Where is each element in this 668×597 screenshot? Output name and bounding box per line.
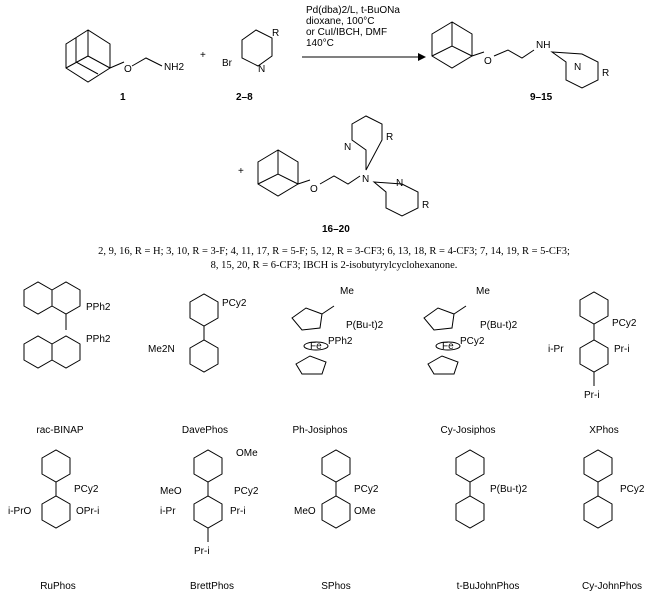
condition-line-2: dioxane, 100°C	[306, 16, 375, 27]
amine-nh2: NH2	[164, 62, 185, 73]
bromine: Br	[222, 58, 232, 69]
cy-josiphos-me: Me	[476, 286, 490, 297]
adamantane-byproduct	[258, 150, 298, 196]
sphos-structure	[322, 450, 350, 528]
davephos-pcy2: PCy2	[222, 298, 247, 309]
condition-line-4: 140°C	[306, 38, 334, 49]
pyridine-n-product: N	[574, 62, 582, 73]
substituent-r-upper: R	[386, 132, 394, 143]
brettphos-ipr-bottom: Pr-i	[194, 546, 210, 557]
caption-line-2: 8, 15, 20, R = 6-CF3; IBCH is 2-isobutyrylcyclohexanone.	[210, 260, 458, 271]
substituent-r-1: R	[272, 28, 280, 39]
ligand-name-t-bujohnphos: t-BuJohnPhos	[456, 581, 520, 592]
caption-line-1: 2, 9, 16, R = H; 3, 10, R = 3-F; 4, 11, 17, R = 5-F; 5, 12, R = 3-CF3; 6, 13, 18, R = 4-CF3; 7, 14, 19, R = 5-CF3;	[98, 246, 570, 257]
cy-josiphos-fe: Fe	[442, 341, 454, 352]
ruphos-ipro: i-PrO	[8, 506, 32, 517]
ether-o-byproduct: O	[310, 184, 318, 195]
bromopyridine	[242, 30, 272, 66]
amine-nh: NH	[536, 40, 551, 51]
linker-1	[110, 58, 162, 68]
plus-1: +	[200, 50, 206, 61]
xphos-structure	[580, 292, 608, 386]
plus-2: +	[238, 166, 244, 177]
ligand-name-rac-binap: rac-BINAP	[36, 425, 84, 436]
brettphos-ome: OMe	[236, 448, 258, 459]
sphos-meo: MeO	[294, 506, 316, 517]
ether-o-1: O	[124, 64, 132, 75]
ligand-name-xphos: XPhos	[589, 425, 619, 436]
cy-josiphos-pcy2: PCy2	[460, 336, 485, 347]
linker-byproduct	[298, 176, 360, 184]
linker-product	[472, 50, 534, 58]
ph-josiphos-fe: Fe	[310, 341, 322, 352]
brettphos-meo: MeO	[160, 486, 182, 497]
amine-n-byproduct: N	[362, 174, 370, 185]
ether-o-product: O	[484, 56, 492, 67]
xphos-ipr-right: Pr-i	[614, 344, 630, 355]
ph-josiphos-pbut2: P(Bu-t)2	[346, 320, 384, 331]
ph-josiphos-me: Me	[340, 286, 354, 297]
cy-johnphos-structure	[584, 450, 612, 528]
arrow-head	[418, 53, 426, 61]
brettphos-ipr-left: i-Pr	[160, 506, 176, 517]
ruphos-structure	[42, 450, 70, 528]
ligand-name-ph-josiphos: Ph-Josiphos	[292, 425, 348, 436]
binap-structure	[24, 282, 80, 368]
compound-label-2-8: 2–8	[236, 92, 253, 103]
adamantane-1	[66, 30, 110, 82]
pyridine-n-upper: N	[344, 142, 352, 153]
sphos-ome: OMe	[354, 506, 376, 517]
compound-label-1: 1	[120, 92, 126, 103]
pyridine-n-1: N	[258, 64, 266, 75]
ligand-name-davephos: DavePhos	[181, 425, 229, 436]
ligand-name-cy-josiphos: Cy-Josiphos	[440, 425, 496, 436]
pyridine-upper	[352, 116, 382, 170]
substituent-r-product: R	[602, 68, 610, 79]
ph-josiphos-pph2: PPh2	[328, 336, 353, 347]
ligand-name-ruphos: RuPhos	[40, 581, 76, 592]
adamantane-product	[432, 22, 472, 68]
ligand-name-sphos: SPhos	[321, 581, 351, 592]
compound-label-9-15: 9–15	[530, 92, 553, 103]
brettphos-pcy2: PCy2	[234, 486, 259, 497]
xphos-pcy2: PCy2	[612, 318, 637, 329]
condition-line-3: or CuI/IBCH, DMF	[306, 27, 388, 38]
davephos-me2n: Me2N	[148, 344, 175, 355]
brettphos-structure	[194, 450, 222, 542]
ruphos-pcy2: PCy2	[74, 484, 99, 495]
davephos-structure	[190, 294, 218, 372]
xphos-ipr-left: i-Pr	[548, 344, 564, 355]
binap-pph2-1: PPh2	[86, 302, 111, 313]
cy-johnphos-pcy2: PCy2	[620, 484, 645, 495]
brettphos-ipr-right: Pr-i	[230, 506, 246, 517]
ligand-name-brettphos: BrettPhos	[190, 581, 234, 592]
pyridine-n-lower: N	[396, 178, 404, 189]
cy-josiphos-pbut2: P(Bu-t)2	[480, 320, 518, 331]
xphos-ipr-bottom: Pr-i	[584, 390, 600, 401]
ruphos-opri: OPr-i	[76, 506, 100, 517]
compound-label-16-20: 16–20	[322, 224, 350, 235]
t-bujohnphos-structure	[456, 450, 484, 528]
sphos-pcy2: PCy2	[354, 484, 379, 495]
t-bujohnphos-pbut2: P(Bu-t)2	[490, 484, 528, 495]
binap-pph2-2: PPh2	[86, 334, 111, 345]
condition-line-1: Pd(dba)2/L, t-BuONa	[306, 5, 400, 16]
ligand-name-cy-johnphos: Cy-JohnPhos	[581, 581, 643, 592]
substituent-r-lower: R	[422, 200, 430, 211]
